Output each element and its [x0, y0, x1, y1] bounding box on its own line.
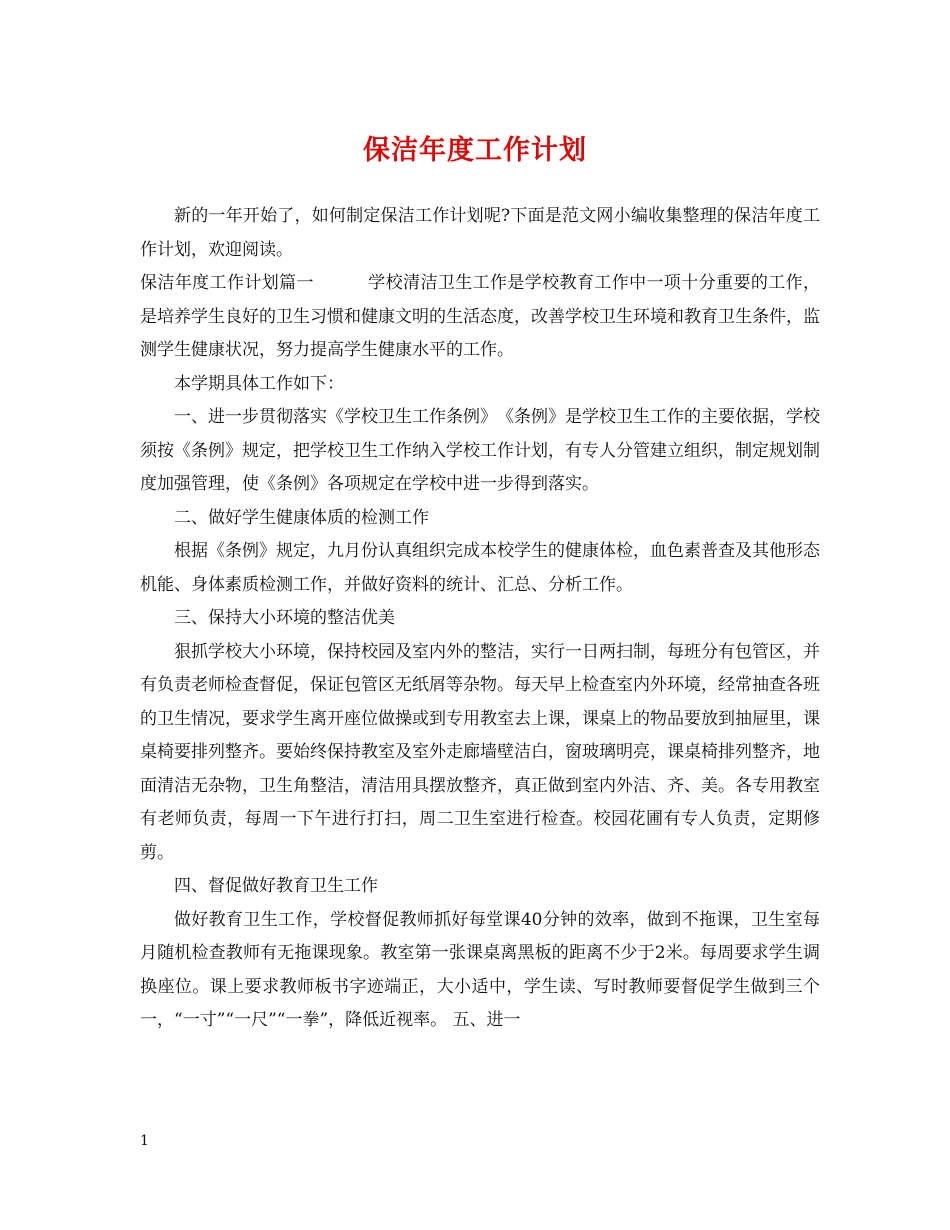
- paragraph-8: 做好教育卫生工作，学校督促教师抓好每堂课40分钟的效率，做到不拖课，卫生室每月随机检查教师有无拖课现象。教室第一张课桌离黑板的距离不少于2米。每周要求学生调换座位。课上要求教师板书字迹端正，大小适中，学生读、写时教师要督促学生做到三个一，“一寸”“一尺”“一拳”，降低近视率。 五、进一: [140, 909, 820, 1030]
- paragraph-6: 狠抓学校大小环境，保持校园及室内外的整洁，实行一日两扫制，每班分有包管区，并有负责老师检查督促，保证包管区无纸屑等杂物。每天早上检查室内外环境，经常抽查各班的卫生情况，要求学生离开座位做操或到专用教室去上课，课桌上的物品要放到抽屉里，课桌椅要排列整齐。要始终保持教室及室外走廊墙壁洁白，窗玻璃明亮，课桌椅排列整齐，地面清洁无杂物，卫生角整洁，清洁用具摆放整齐，真正做到室内外洁、齐、美。各专用教室有老师负责，每周一下午进行打扫，周二卫生室进行检查。校园花圃有专人负责，定期修剪。: [140, 641, 820, 863]
- page-number: 1: [140, 1133, 149, 1149]
- paragraph-4: 根据《条例》规定，九月份认真组织完成本校学生的健康体检，血色素普查及其他形态机能、身体素质检测工作，并做好资料的统计、汇总、分析工作。: [140, 541, 820, 595]
- section-paragraph: [140, 267, 820, 368]
- section-label: 保洁年度工作计划篇一: [140, 273, 314, 293]
- document-title: 保洁年度工作计划: [363, 135, 587, 166]
- paragraph-5: 三、保持大小环境的整洁优美: [174, 608, 395, 628]
- intro-paragraph: 新的一年开始了，如何制定保洁工作计划呢?下面是范文网小编收集整理的保洁年度工作计划，欢迎阅读。: [140, 206, 820, 260]
- paragraph-1: 本学期具体工作如下：: [174, 373, 344, 394]
- document-body: [140, 200, 820, 1038]
- section-text: 学校清洁卫生工作是学校教育工作中一项十分重要的工作，是培养学生良好的卫生习惯和健康文明的生活态度，改善学校卫生环境和教育卫生条件，监测学生健康状况，努力提高学生健康水平的工作。: [140, 273, 821, 360]
- paragraph-7: 四、督促做好教育卫生工作: [174, 876, 378, 896]
- paragraph-2: 一、进一步贯彻落实《学校卫生工作条例》 《条例》是学校卫生工作的主要依据，学校须按《条例》规定，把学校卫生工作纳入学校工作计划，有专人分管建立组织，制定规划制度加强管理，使《条例》各项规定在学校中进一步得到落实。: [140, 407, 820, 494]
- paragraph-3: 二、做好学生健康体质的检测工作: [174, 507, 429, 528]
